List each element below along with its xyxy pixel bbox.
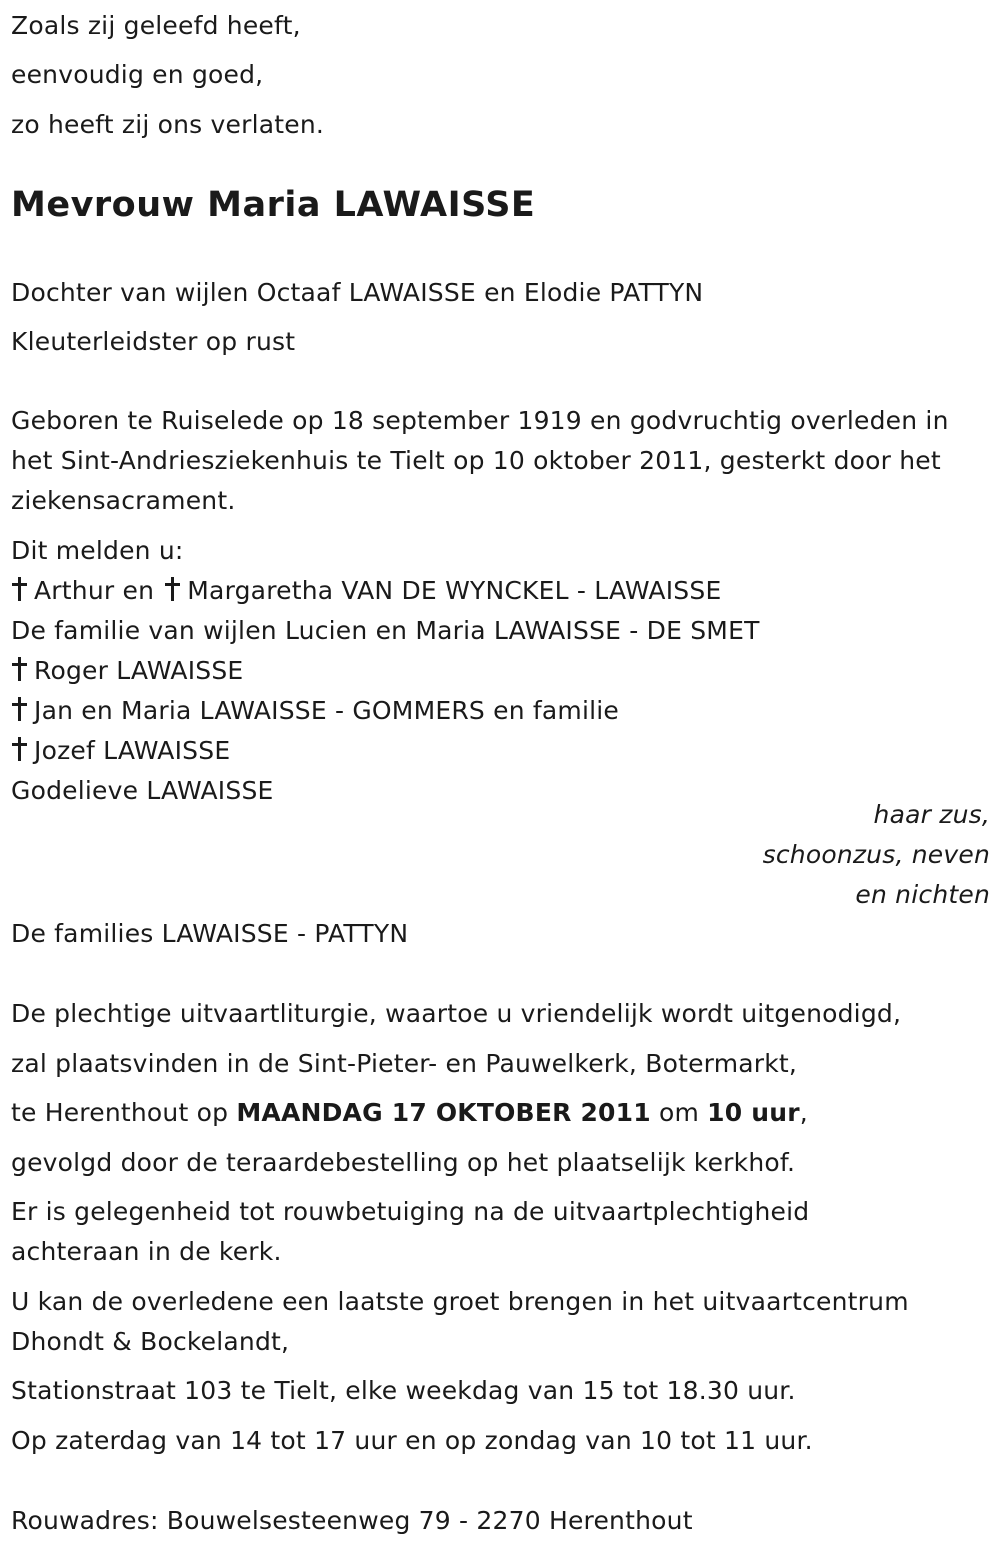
cross-icon bbox=[164, 577, 181, 601]
birth-death-line: ziekensacrament. bbox=[11, 486, 236, 515]
liturgy-line: gevolgd door de teraardebestelling op het plaatselijk kerkhof. bbox=[11, 1148, 796, 1177]
family-line bbox=[11, 695, 619, 727]
relation-line: schoonzus, neven bbox=[762, 840, 990, 869]
liturgy-line: Dhondt & Bockelandt, bbox=[11, 1327, 290, 1356]
liturgy-line: Stationstraat 103 te Tielt, elke weekdag van 15 tot 18.30 uur. bbox=[11, 1376, 796, 1405]
cross-icon bbox=[11, 657, 28, 681]
liturgy-line: achteraan in de kerk. bbox=[11, 1237, 282, 1266]
parents-line: Dochter van wijlen Octaaf LAWAISSE en Elodie PATTYN bbox=[11, 278, 704, 307]
family-name: Roger LAWAISSE bbox=[34, 656, 244, 685]
funeral-time: 10 uur bbox=[707, 1098, 800, 1127]
deceased-name: Mevrouw Maria LAWAISSE bbox=[11, 185, 536, 225]
liturgy-line bbox=[11, 1097, 808, 1129]
cross-icon bbox=[11, 697, 28, 721]
family-line bbox=[11, 575, 721, 607]
family-name: Arthur en bbox=[34, 576, 155, 605]
family-name: Jan en Maria LAWAISSE - GOMMERS en familie bbox=[34, 696, 619, 725]
family-line: De familie van wijlen Lucien en Maria LAWAISSE - DE SMET bbox=[11, 616, 760, 645]
relation-line: en nichten bbox=[855, 880, 990, 909]
poem-line: zo heeft zij ons verlaten. bbox=[11, 110, 325, 139]
family-line bbox=[11, 735, 230, 767]
liturgy-line: Er is gelegenheid tot rouwbetuiging na de uitvaartplechtigheid bbox=[11, 1197, 810, 1226]
liturgy-text: te Herenthout op bbox=[11, 1098, 237, 1127]
liturgy-line: U kan de overledene een laatste groet brengen in het uitvaartcentrum bbox=[11, 1287, 909, 1316]
family-line: Godelieve LAWAISSE bbox=[11, 776, 274, 805]
liturgy-text: , bbox=[799, 1098, 808, 1127]
occupation-line: Kleuterleidster op rust bbox=[11, 327, 296, 356]
birth-death-line: het Sint-Andriesziekenhuis te Tielt op 10 oktober 2011, gesterkt door het bbox=[11, 446, 941, 475]
funeral-date: MAANDAG 17 OKTOBER 2011 bbox=[236, 1098, 651, 1127]
relation-line: haar zus, bbox=[873, 800, 990, 829]
poem-line: eenvoudig en goed, bbox=[11, 60, 264, 89]
family-name: Margaretha VAN DE WYNCKEL - LAWAISSE bbox=[187, 576, 722, 605]
announce-intro: Dit melden u: bbox=[11, 536, 184, 565]
liturgy-line: Op zaterdag van 14 tot 17 uur en op zondag van 10 tot 11 uur. bbox=[11, 1426, 813, 1455]
liturgy-line: zal plaatsvinden in de Sint-Pieter- en Pauwelkerk, Botermarkt, bbox=[11, 1049, 798, 1078]
family-name: Jozef LAWAISSE bbox=[34, 736, 231, 765]
liturgy-line: De plechtige uitvaartliturgie, waartoe u vriendelijk wordt uitgenodigd, bbox=[11, 999, 902, 1028]
cross-icon bbox=[11, 737, 28, 761]
family-line bbox=[11, 655, 243, 687]
mourning-address: Rouwadres: Bouwelsesteenweg 79 - 2270 Herenthout bbox=[11, 1506, 693, 1535]
families-line: De families LAWAISSE - PATTYN bbox=[11, 919, 409, 948]
liturgy-text: om bbox=[650, 1098, 708, 1127]
birth-death-line: Geboren te Ruiselede op 18 september 1919 en godvruchtig overleden in bbox=[11, 406, 949, 435]
cross-icon bbox=[11, 577, 28, 601]
poem-line: Zoals zij geleefd heeft, bbox=[11, 11, 301, 40]
